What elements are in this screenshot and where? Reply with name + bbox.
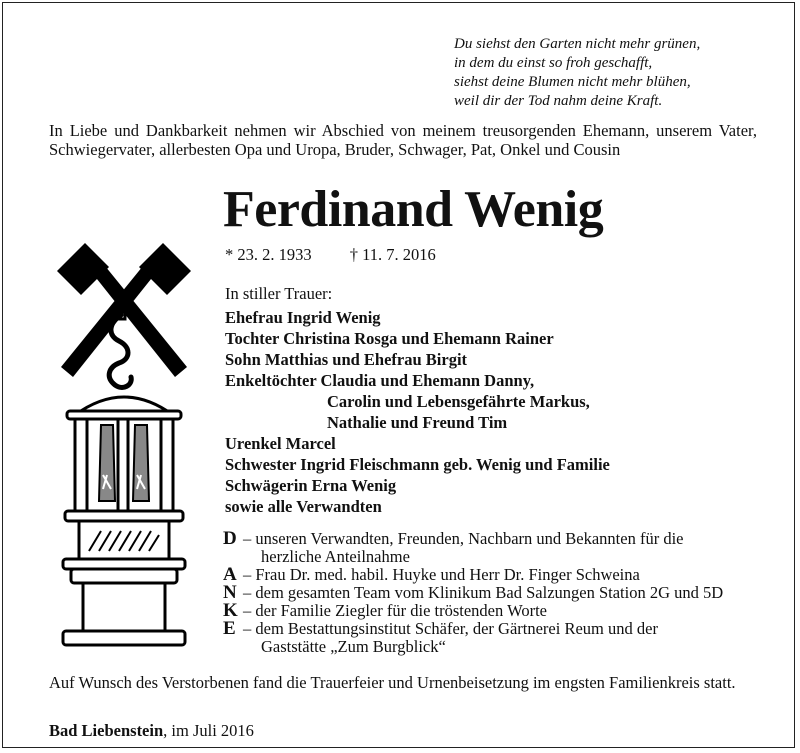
- mourner-line: Tochter Christina Rosga und Ehemann Rainer: [225, 329, 554, 348]
- poem-line: weil dir der Tod nahm deine Kraft.: [454, 93, 663, 109]
- birth-date: * 23. 2. 1933: [225, 245, 312, 264]
- hammer-and-pick-miners-lamp-icon: [49, 239, 199, 659]
- poem: [454, 35, 744, 111]
- thanks-line: – der Familie Ziegler für die tröstenden Worte: [243, 601, 547, 620]
- mourner-line: sowie alle Verwandten: [225, 497, 382, 516]
- mourning-heading: In stiller Trauer:: [225, 284, 333, 303]
- thanks-letter: D: [223, 528, 237, 549]
- death-date: † 11. 7. 2016: [349, 245, 436, 264]
- thanks-letter: K: [223, 600, 238, 621]
- poem-line: in dem du einst so froh geschafft,: [454, 55, 653, 71]
- place-city: Bad Liebenstein: [49, 721, 164, 740]
- intro-text: In Liebe und Dankbarkeit nehmen wir Abschied von meinem treusorgenden Ehemann, unserem Vater, Schwiegervater, allerbesten Opa und Uropa, Bruder, Schwager, Pat, Onkel und Cousin: [49, 121, 757, 159]
- mourner-line: Nathalie und Freund Tim: [327, 413, 508, 432]
- thanks-line: Gaststätte „Zum Burgblick“: [261, 637, 446, 656]
- obituary-frame: [2, 2, 795, 748]
- thanks-line: – Frau Dr. med. habil. Huyke und Herr Dr. Finger Schweina: [243, 565, 640, 584]
- poem-line: siehst deine Blumen nicht mehr blühen,: [454, 74, 691, 90]
- deceased-name: Ferdinand Wenig: [223, 181, 604, 238]
- mourner-line: Carolin und Lebensgefährte Markus,: [327, 392, 590, 411]
- thanks-section: [223, 530, 723, 656]
- place-date-text: , im Juli 2016: [163, 721, 254, 740]
- mourner-line: Enkeltöchter Claudia und Ehemann Danny,: [225, 371, 535, 390]
- thanks-line: herzliche Anteilnahme: [261, 547, 410, 566]
- poem-line: Du siehst den Garten nicht mehr grünen,: [454, 36, 701, 52]
- thanks-line: – dem Bestattungsinstitut Schäfer, der Gärtnerei Reum und der: [243, 619, 658, 638]
- thanks-letter: N: [223, 582, 237, 603]
- thanks-letter: E: [223, 618, 236, 639]
- thanks-line: – dem gesamten Team vom Klinikum Bad Salzungen Station 2G und 5D: [243, 583, 724, 602]
- thanks-letter: A: [223, 564, 237, 585]
- mourner-line: Urenkel Marcel: [225, 434, 336, 453]
- mourners-list: [225, 307, 610, 517]
- mourner-line: Sohn Matthias und Ehefrau Birgit: [225, 350, 468, 369]
- mourner-line: Schwägerin Erna Wenig: [225, 476, 397, 495]
- life-dates: [225, 245, 436, 265]
- closing-text: Auf Wunsch des Verstorbenen fand die Trauerfeier und Urnenbeisetzung im engsten Familienkreis statt.: [49, 673, 736, 692]
- place-date: [49, 721, 254, 741]
- mourner-line: Ehefrau Ingrid Wenig: [225, 308, 381, 327]
- mourner-line: Schwester Ingrid Fleischmann geb. Wenig und Familie: [225, 455, 610, 474]
- thanks-line: – unseren Verwandten, Freunden, Nachbarn und Bekannten für die: [243, 529, 684, 548]
